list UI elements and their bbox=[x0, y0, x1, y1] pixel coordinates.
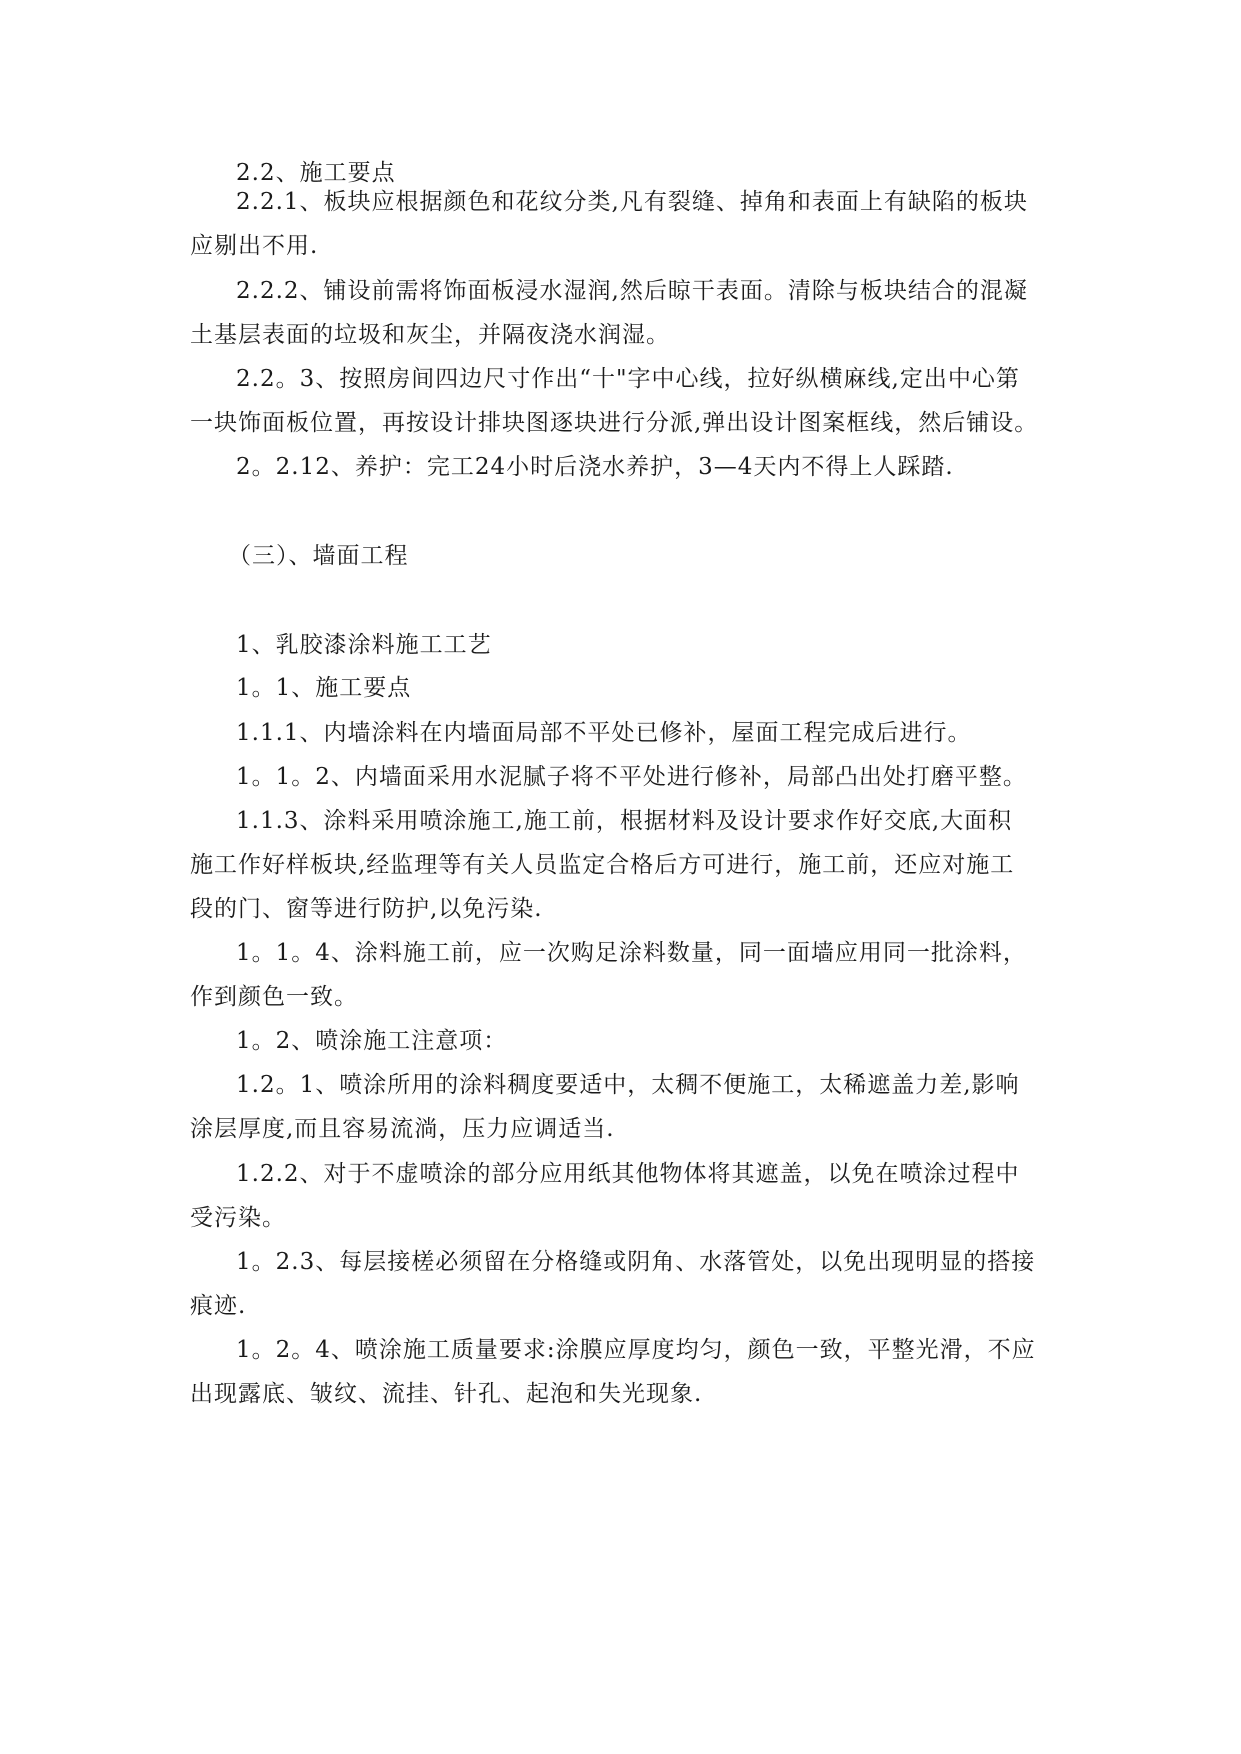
paragraph-1-2-2-line-2: 受污染。 bbox=[190, 1205, 286, 1231]
paragraph-2-2-1-line-1: 2.2.1、板块应根据颜色和花纹分类,凡有裂缝、掉角和表面上有缺陷的板块 bbox=[236, 189, 1028, 215]
paragraph-1-1-3-line-1: 1.1.3、涂料采用喷涂施工,施工前，根据材料及设计要求作好交底,大面积 bbox=[236, 808, 1013, 834]
paragraph-1-1-4-line-1: 1。1。4、涂料施工前，应一次购足涂料数量，同一面墙应用同一批涂料， bbox=[236, 940, 1027, 966]
paragraph-1-2-4-line-2: 出现露底、皱纹、流挂、针孔、起泡和失光现象. bbox=[190, 1381, 703, 1407]
paragraph-2-2-3-line-1: 2.2。3、按照房间四边尺寸作出“十"字中心线，拉好纵横麻线,定出中心第 bbox=[236, 366, 1020, 392]
paragraph-2-2-12: 2。2.12、养护：完工24小时后浇水养护，3—4天内不得上人踩踏. bbox=[236, 454, 954, 480]
paragraph-2-2-2-line-2: 土基层表面的垃圾和灰尘，并隔夜浇水润湿。 bbox=[190, 322, 670, 348]
paragraph-2-2-1-line-2: 应剔出不用. bbox=[190, 233, 319, 259]
paragraph-1-2-2-line-1: 1.2.2、对于不虚喷涂的部分应用纸其他物体将其遮盖，以免在喷涂过程中 bbox=[236, 1161, 1020, 1187]
paragraph-1-2-3-line-2: 痕迹. bbox=[190, 1293, 247, 1319]
paragraph-1-1-3-line-3: 段的门、窗等进行防护,以免污染. bbox=[190, 896, 543, 922]
subsection-heading-1-1: 1。1、施工要点 bbox=[236, 675, 412, 701]
paragraph-1-1-4-line-2: 作到颜色一致。 bbox=[190, 984, 358, 1010]
paragraph-2-2-2-line-1: 2.2.2、铺设前需将饰面板浸水湿润,然后晾干表面。清除与板块结合的混凝 bbox=[236, 278, 1028, 304]
paragraph-1-2-4-line-1: 1。2。4、喷涂施工质量要求:涂膜应厚度均匀，颜色一致，平整光滑，不应 bbox=[236, 1337, 1036, 1363]
paragraph-1-2-1-line-2: 涂层厚度,而且容易流淌，压力应调适当. bbox=[190, 1116, 615, 1142]
paragraph-1-2-3-line-1: 1。2.3、每层接槎必须留在分格缝或阴角、水落管处，以免出现明显的搭接 bbox=[236, 1249, 1036, 1275]
paragraph-2-2-3-line-2: 一块饰面板位置，再按设计排块图逐块进行分派,弹出设计图案框线，然后铺设。 bbox=[190, 410, 1039, 436]
section-heading-2-2: 2.2、施工要点 bbox=[236, 160, 396, 186]
subsection-heading-1-2: 1。2、喷涂施工注意项： bbox=[236, 1028, 508, 1054]
paragraph-1-1-1: 1.1.1、内墙涂料在内墙面局部不平处已修补，屋面工程完成后进行。 bbox=[236, 720, 972, 746]
section-heading-3: （三）、墙面工程 bbox=[228, 543, 409, 569]
paragraph-1-2-1-line-1: 1.2。1、喷涂所用的涂料稠度要适中，太稠不便施工，太稀遮盖力差,影响 bbox=[236, 1072, 1020, 1098]
section-heading-1: 1、乳胶漆涂料施工工艺 bbox=[236, 632, 492, 658]
paragraph-1-1-2: 1。1。2、内墙面采用水泥腻子将不平处进行修补，局部凸出处打磨平整。 bbox=[236, 764, 1027, 790]
paragraph-1-1-3-line-2: 施工作好样板块,经监理等有关人员监定合格后方可进行，施工前，还应对施工 bbox=[190, 852, 1015, 878]
document-page bbox=[190, 0, 1050, 1754]
